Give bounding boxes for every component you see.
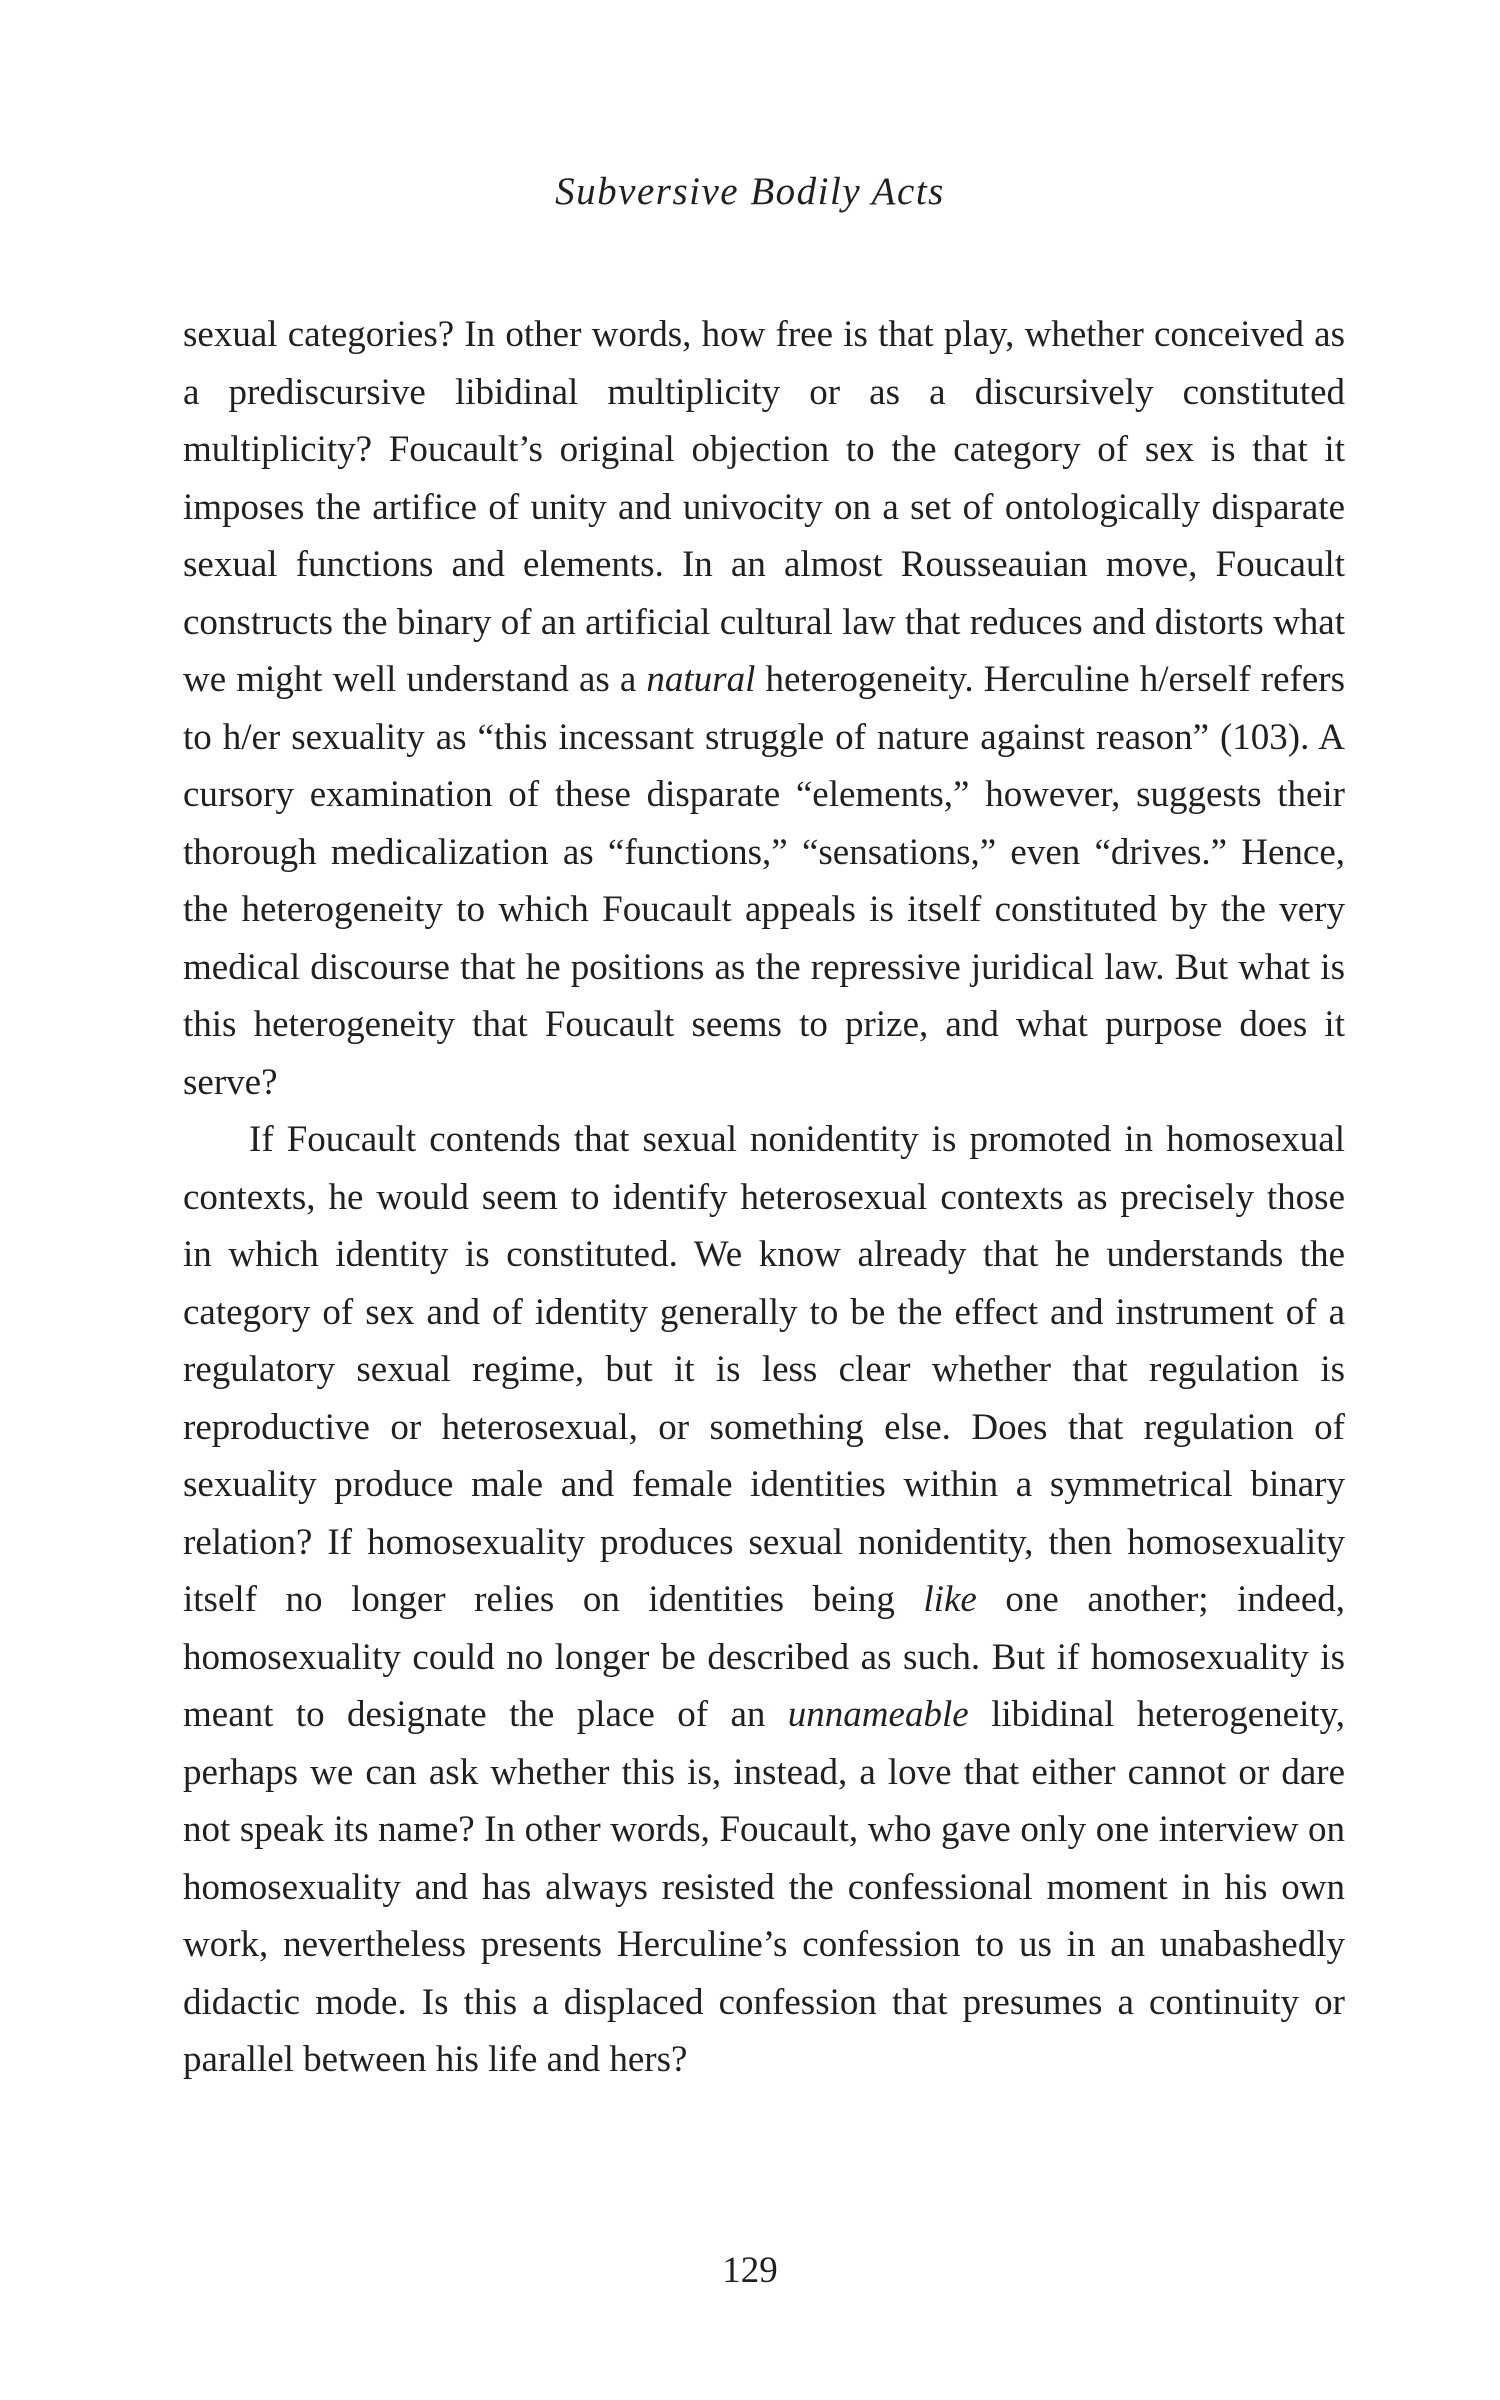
paragraph-2 [183, 1111, 1345, 2089]
paragraph-2-text-c: libidinal heterogeneity, perhaps we can ask whether this is, instead, a love that either cannot or dare not speak its name? In other words, Foucault, who gave only one interview on homosexuality and has always resisted the confessional moment in his own work, nevertheless presents Herculine’s confession to us in an unabashedly didactic mode. Is this a displaced confession that presumes a continuity or parallel between his life and hers? [183, 1694, 1345, 2080]
running-head: Subversive Bodily Acts [555, 170, 945, 213]
page-number: 129 [722, 2250, 778, 2291]
paragraph-2-emphasis-like: like [923, 1579, 977, 1620]
paragraph-1 [183, 306, 1345, 1111]
paragraph-1-text-b: heterogeneity. Herculine h/erself refers to h/er sexuality as “this incessant struggle of nature against reason” (103). A cursory examination of these disparate “elements,” however, suggests their thorough medicalization as “functions,” “sensations,” even “drives.” Hence, the heterogeneity to which Foucault appeals is itself constituted by the very medical discourse that he positions as the repressive juridical law. But what is this heterogeneity that Foucault seems to prize, and what purpose does it serve? [183, 659, 1346, 1103]
paragraph-2-emphasis-unnameable: unnameable [787, 1694, 969, 1735]
paragraph-1-text-a: sexual categories? In other words, how free is that play, whether conceived as a prediscursive libidinal multiplicity or as a discursively constituted multiplicity? Foucault’s original objection to the category of sex is that it imposes the artifice of unity and univocity on a set of ontologically disparate sexual functions and elements. In an almost Rousseauian move, Foucault constructs the binary of an artificial cultural law that reduces and distorts what we might well understand as a [183, 314, 1345, 700]
paragraph-2-text-b: one another; indeed, homosexuality could no longer be described as such. But if homosexuality is meant to designate the place of an [183, 1579, 1345, 1735]
paragraph-1-emphasis-natural: natural [646, 659, 756, 700]
body-text [183, 306, 1345, 2089]
paragraph-2-text-a: If Foucault contends that sexual nonidentity is promoted in homosexual contexts, he would seem to identify heterosexual contexts as precisely those in which identity is constituted. We know already that he understands the category of sex and of identity generally to be the effect and instrument of a regulatory sexual regime, but it is less clear whether that regulation is reproductive or heterosexual, or something else. Does that regulation of sexuality produce male and female identities within a symmetrical binary relation? If homosexuality produces sexual nonidentity, then homosexuality itself no longer relies on identities being [183, 1119, 1345, 1620]
